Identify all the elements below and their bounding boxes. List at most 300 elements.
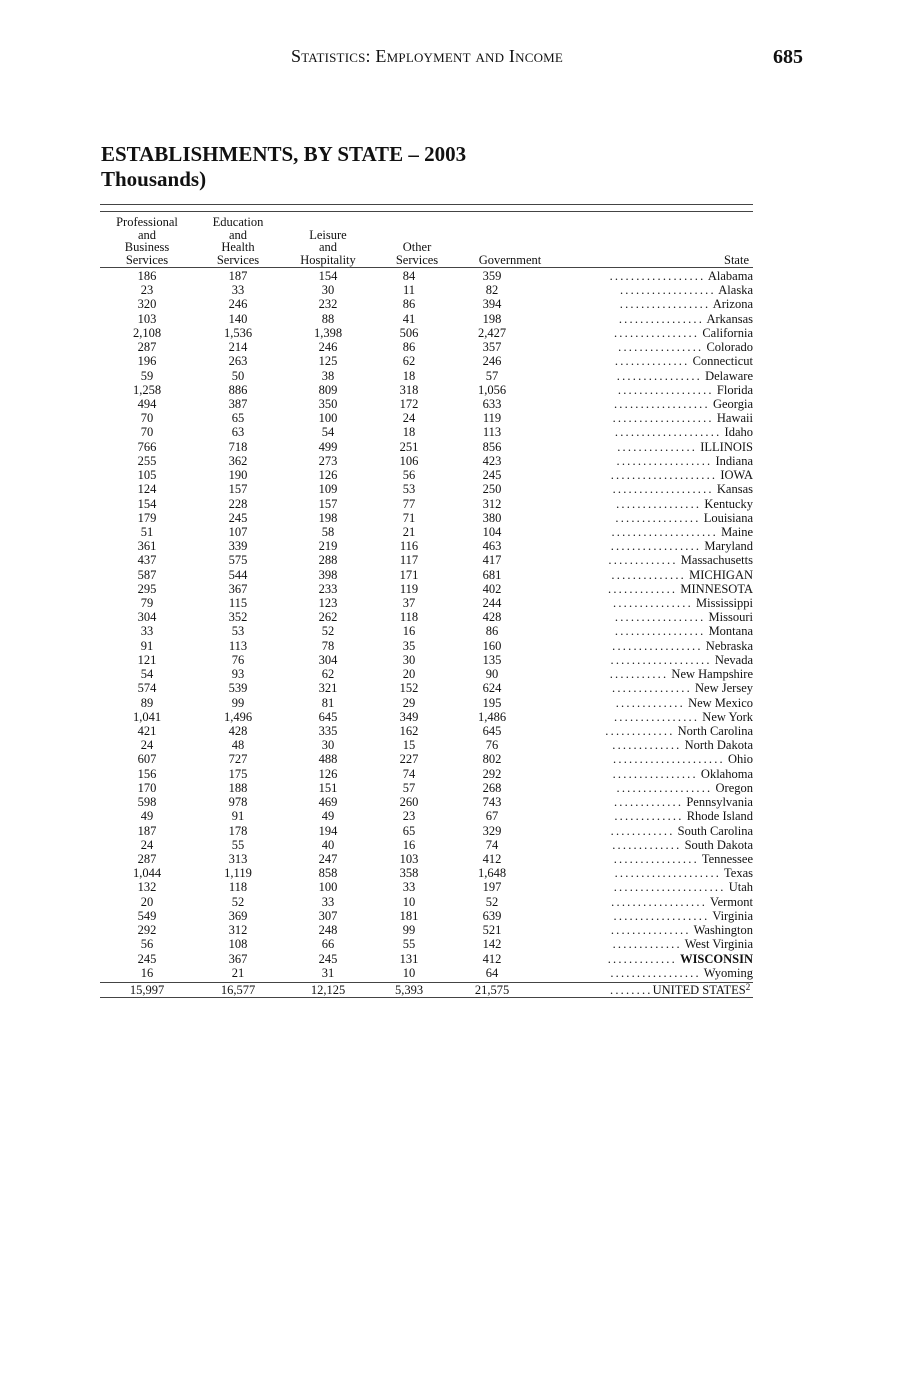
- table-row: [100, 966, 753, 980]
- cell-professional: 121: [137, 652, 157, 667]
- leader-dots: .............: [615, 695, 685, 710]
- cell-other: 116: [399, 539, 419, 554]
- leader-dots: .............: [612, 937, 682, 952]
- total-row: [100, 983, 753, 997]
- cell-leisure: 245: [318, 951, 338, 966]
- state-name: Mississippi: [696, 596, 753, 611]
- cell-government: 57: [485, 368, 499, 383]
- cell-other: 172: [399, 396, 419, 411]
- cell-government: 463: [482, 539, 502, 554]
- cell-leisure: 233: [318, 581, 338, 596]
- cell-government: 197: [482, 880, 502, 895]
- cell-leisure: 1,398: [313, 325, 343, 340]
- leader-dots: ..............: [614, 354, 690, 369]
- cell-education: 312: [228, 923, 248, 938]
- top-rule: [100, 204, 753, 205]
- cell-professional: 70: [140, 411, 154, 426]
- cell-professional: 70: [140, 425, 154, 440]
- cell-government: 681: [482, 567, 502, 582]
- leader-dots: ..............: [611, 567, 686, 582]
- cell-other: 358: [399, 866, 419, 881]
- table-row: [100, 468, 753, 482]
- table-row: [100, 596, 753, 610]
- table-row: [100, 895, 753, 909]
- cell-leisure: 248: [318, 923, 338, 938]
- cell-leisure: 469: [318, 795, 338, 810]
- leader-dots: ................: [612, 766, 698, 781]
- state-name: New Jersey: [695, 681, 753, 696]
- state-name: MINNESOTA: [680, 581, 753, 596]
- state-name: California: [702, 325, 753, 340]
- cell-state: [540, 525, 753, 539]
- cell-professional: 437: [137, 553, 157, 568]
- cell-professional: 89: [140, 695, 154, 710]
- cell-leisure: 40: [321, 837, 335, 852]
- cell-education: 428: [228, 724, 248, 738]
- bottom-rule: [100, 997, 753, 998]
- cell-state: [540, 639, 753, 653]
- state-name: Alaska: [718, 283, 753, 298]
- cell-education: 187: [228, 269, 248, 283]
- cell-leisure: 126: [318, 468, 338, 483]
- leader-dots: ..................: [616, 780, 713, 795]
- cell-state: [540, 838, 753, 852]
- cell-other: 10: [402, 894, 416, 909]
- cell-leisure: 54: [321, 425, 335, 440]
- cell-professional: 287: [137, 851, 157, 866]
- cell-other: 16: [402, 837, 416, 852]
- leader-dots: .............: [612, 738, 682, 753]
- cell-other: 117: [399, 553, 419, 568]
- title-line-1: ESTABLISHMENTS, BY STATE – 2003: [101, 142, 467, 166]
- table-row: [100, 582, 753, 596]
- leader-dots: .................: [610, 965, 701, 980]
- cell-leisure: 30: [321, 738, 335, 753]
- cell-government: 639: [482, 908, 502, 923]
- cell-other: 162: [399, 724, 419, 738]
- cell-other: 62: [402, 354, 416, 369]
- cell-education: 727: [228, 752, 248, 767]
- leader-dots: ..................: [617, 382, 714, 397]
- cell-other: 53: [402, 482, 416, 497]
- table-row: [100, 326, 753, 340]
- cell-leisure: 321: [318, 681, 338, 696]
- table-row: [100, 639, 753, 653]
- state-name: Nevada: [714, 652, 753, 667]
- cell-education: 21: [231, 965, 245, 980]
- state-name: Ohio: [728, 752, 753, 767]
- leader-dots: ................: [616, 496, 702, 511]
- cell-other: 506: [399, 325, 419, 340]
- cell-education: 76: [231, 652, 245, 667]
- leader-dots: ................: [613, 851, 699, 866]
- leader-dots: ................: [616, 368, 702, 383]
- col-header-professional: Professional and Business Services: [116, 215, 178, 267]
- cell-government: 624: [482, 681, 502, 696]
- table-row: [100, 283, 753, 297]
- cell-education: 178: [228, 823, 248, 838]
- table-row: [100, 781, 753, 795]
- cell-education: 369: [228, 908, 248, 923]
- state-name: Oregon: [715, 780, 753, 795]
- cell-other: 118: [399, 610, 419, 625]
- cell-leisure: 38: [321, 368, 335, 383]
- cell-government: 428: [482, 610, 502, 625]
- cell-professional: 1,044: [132, 866, 162, 881]
- cell-professional: 156: [137, 766, 157, 781]
- table-row: [100, 610, 753, 624]
- cell-state: [540, 468, 753, 482]
- cell-government: 329: [482, 823, 502, 838]
- state-name: New York: [702, 709, 753, 724]
- state-name: Maine: [721, 524, 753, 539]
- cell-state: [540, 724, 753, 738]
- state-name: ILLINOIS: [700, 439, 753, 454]
- state-name: New Hampshire: [671, 667, 753, 682]
- cell-professional: 549: [137, 908, 157, 923]
- cell-government: 76: [485, 738, 499, 753]
- cell-leisure: 809: [318, 382, 338, 397]
- cell-state: [540, 909, 753, 923]
- cell-leisure: 154: [318, 269, 338, 283]
- cell-leisure: 78: [321, 638, 335, 653]
- cell-other: 119: [399, 581, 419, 596]
- cell-education: 107: [228, 524, 248, 539]
- leader-dots: ..................: [619, 283, 716, 298]
- table-row: [100, 511, 753, 525]
- cell-government: 104: [482, 524, 502, 539]
- state-name: Arizona: [712, 297, 753, 312]
- cell-state: [540, 738, 753, 752]
- total-education: 16,577: [220, 983, 256, 997]
- cell-other: 251: [399, 439, 419, 454]
- cell-government: 394: [482, 297, 502, 312]
- table-row: [100, 667, 753, 681]
- cell-education: 157: [228, 482, 248, 497]
- cell-state: [540, 425, 753, 439]
- cell-professional: 105: [137, 468, 157, 483]
- state-name: Louisiana: [703, 510, 753, 525]
- header-rule: [100, 267, 753, 268]
- leader-dots: .....................: [613, 752, 725, 767]
- cell-professional: 54: [140, 667, 154, 682]
- cell-leisure: 194: [318, 823, 338, 838]
- cell-state: [540, 553, 753, 567]
- cell-state: [540, 340, 753, 354]
- cell-state: [540, 312, 753, 326]
- cell-government: 359: [482, 269, 502, 283]
- leader-dots: ....................: [610, 468, 718, 483]
- cell-government: 856: [482, 439, 502, 454]
- top-rule-inner: [100, 211, 753, 212]
- cell-state: [540, 710, 753, 724]
- cell-other: 20: [402, 667, 416, 682]
- leader-dots: .....................: [613, 880, 726, 895]
- table-row: [100, 681, 753, 695]
- cell-other: 86: [402, 297, 416, 312]
- state-name: South Dakota: [684, 837, 753, 852]
- cell-professional: 320: [137, 297, 157, 312]
- cell-education: 1,536: [223, 325, 253, 340]
- state-name: Kentucky: [704, 496, 753, 511]
- cell-government: 195: [482, 695, 502, 710]
- cell-state: [540, 824, 753, 838]
- cell-professional: 24: [140, 837, 154, 852]
- state-name: Delaware: [705, 368, 753, 383]
- cell-professional: 574: [137, 681, 157, 696]
- table-row: [100, 568, 753, 582]
- cell-other: 260: [399, 795, 419, 810]
- cell-education: 93: [231, 667, 245, 682]
- cell-education: 367: [228, 581, 248, 596]
- cell-other: 16: [402, 624, 416, 639]
- leader-dots: .............: [608, 581, 678, 596]
- table-row: [100, 795, 753, 809]
- total-other: 5,393: [394, 983, 424, 997]
- table-row: [100, 909, 753, 923]
- cell-other: 29: [402, 695, 416, 710]
- leader-dots: .............: [614, 809, 684, 824]
- leader-dots: ................: [613, 325, 700, 340]
- state-name: Rhode Island: [686, 809, 753, 824]
- cell-other: 30: [402, 652, 416, 667]
- cell-government: 135: [482, 652, 502, 667]
- leader-dots: .................: [614, 610, 706, 625]
- cell-education: 362: [228, 453, 248, 468]
- establishments-table: [100, 269, 753, 980]
- leader-dots: .............: [613, 795, 684, 810]
- cell-government: 417: [482, 553, 502, 568]
- cell-other: 24: [402, 411, 416, 426]
- cell-professional: 1,041: [132, 709, 162, 724]
- cell-state: [540, 440, 753, 454]
- cell-education: 190: [228, 468, 248, 483]
- cell-professional: 304: [137, 610, 157, 625]
- state-name: Virginia: [712, 908, 753, 923]
- cell-government: 802: [482, 752, 502, 767]
- cell-other: 106: [399, 453, 419, 468]
- table-row: [100, 752, 753, 766]
- cell-government: 423: [482, 453, 502, 468]
- col-header-leisure: Leisure and Hospitality: [300, 227, 356, 267]
- leader-dots: ...........: [609, 667, 669, 682]
- cell-other: 23: [402, 809, 416, 824]
- cell-education: 65: [231, 411, 245, 426]
- cell-education: 978: [228, 795, 248, 810]
- leader-dots: .................: [612, 638, 703, 653]
- cell-other: 318: [399, 382, 419, 397]
- cell-professional: 255: [137, 453, 157, 468]
- cell-professional: 179: [137, 510, 157, 525]
- cell-other: 71: [402, 510, 416, 525]
- cell-other: 57: [402, 780, 416, 795]
- leader-dots: ................: [613, 709, 700, 724]
- total-leisure: 12,125: [310, 983, 346, 997]
- cell-education: 115: [228, 596, 248, 611]
- page-number: 685: [773, 46, 803, 68]
- cell-professional: 20: [140, 894, 154, 909]
- leader-dots: ..................: [613, 396, 710, 411]
- cell-other: 35: [402, 638, 416, 653]
- cell-education: 1,496: [223, 709, 253, 724]
- state-name: Massachusetts: [680, 553, 753, 568]
- cell-state: [540, 511, 753, 525]
- cell-leisure: 262: [318, 610, 338, 625]
- cell-education: 263: [228, 354, 248, 369]
- state-name: Utah: [728, 880, 753, 895]
- leader-dots: .............: [612, 837, 682, 852]
- total-state: ........UNITED STATES$^2$: [610, 982, 751, 997]
- cell-government: 160: [482, 638, 502, 653]
- cell-leisure: 88: [321, 311, 335, 326]
- cell-state: [540, 781, 753, 795]
- cell-leisure: 31: [321, 965, 335, 980]
- cell-government: 412: [482, 951, 502, 966]
- cell-professional: 766: [137, 439, 157, 454]
- cell-state: [540, 696, 753, 710]
- cell-leisure: 499: [318, 439, 338, 454]
- table-row: [100, 440, 753, 454]
- cell-other: 77: [402, 496, 416, 511]
- cell-education: 99: [231, 695, 245, 710]
- cell-state: [540, 326, 753, 340]
- table-row: [100, 653, 753, 667]
- leader-dots: ...............: [610, 923, 691, 938]
- cell-leisure: 66: [321, 937, 335, 952]
- cell-education: 575: [228, 553, 248, 568]
- table-row: [100, 354, 753, 368]
- leader-dots: .............: [605, 724, 675, 738]
- cell-other: 18: [402, 425, 416, 440]
- leader-dots: ...................: [612, 482, 714, 497]
- cell-state: [540, 895, 753, 909]
- leader-dots: .................: [614, 624, 706, 639]
- cell-education: 246: [228, 297, 248, 312]
- cell-education: 48: [231, 738, 245, 753]
- cell-education: 367: [228, 951, 248, 966]
- cell-leisure: 247: [318, 851, 338, 866]
- cell-professional: 49: [140, 809, 154, 824]
- table-row: [100, 838, 753, 852]
- cell-government: 86: [485, 624, 499, 639]
- cell-government: 1,486: [477, 709, 507, 724]
- state-name: IOWA: [720, 468, 753, 483]
- cell-leisure: 62: [321, 667, 335, 682]
- table-row: [100, 738, 753, 752]
- leader-dots: .................: [619, 297, 711, 312]
- cell-education: 352: [228, 610, 248, 625]
- cell-state: [540, 297, 753, 311]
- state-name: Oklahoma: [700, 766, 753, 781]
- cell-leisure: 126: [318, 766, 338, 781]
- page-title: [101, 142, 466, 192]
- cell-other: 181: [399, 908, 419, 923]
- table-row: [100, 937, 753, 951]
- table-row: [100, 411, 753, 425]
- cell-state: [540, 809, 753, 823]
- cell-government: 67: [485, 809, 499, 824]
- state-name: Washington: [693, 923, 753, 938]
- cell-government: 113: [482, 425, 502, 440]
- cell-state: [540, 767, 753, 781]
- cell-leisure: 198: [318, 510, 338, 525]
- cell-government: 90: [485, 667, 499, 682]
- cell-government: 633: [482, 396, 502, 411]
- cell-other: 56: [402, 468, 416, 483]
- leader-dots: .................: [610, 539, 702, 554]
- cell-leisure: 100: [318, 411, 338, 426]
- cell-government: 1,648: [477, 866, 507, 881]
- cell-other: 10: [402, 965, 416, 980]
- cell-leisure: 246: [318, 340, 338, 355]
- cell-other: 41: [402, 311, 416, 326]
- cell-professional: 186: [137, 269, 157, 283]
- leader-dots: .............: [607, 951, 677, 966]
- table-row: [100, 880, 753, 894]
- cell-professional: 59: [140, 368, 154, 383]
- cell-government: 142: [482, 937, 502, 952]
- table-row: [100, 482, 753, 496]
- table-row: [100, 696, 753, 710]
- cell-government: 268: [482, 780, 502, 795]
- cell-education: 175: [228, 766, 248, 781]
- cell-leisure: 335: [318, 724, 338, 738]
- cell-education: 245: [228, 510, 248, 525]
- cell-leisure: 288: [318, 553, 338, 568]
- cell-leisure: 307: [318, 908, 338, 923]
- state-name: Vermont: [709, 894, 753, 909]
- cell-leisure: 398: [318, 567, 338, 582]
- state-name: WISCONSIN: [680, 951, 753, 966]
- cell-state: [540, 667, 753, 681]
- cell-education: 188: [228, 780, 248, 795]
- cell-leisure: 273: [318, 453, 338, 468]
- cell-professional: 2,108: [132, 325, 162, 340]
- table-row: [100, 269, 753, 283]
- cell-education: 313: [228, 851, 248, 866]
- leader-dots: ..................: [609, 269, 706, 283]
- cell-state: [540, 568, 753, 582]
- table-row: [100, 553, 753, 567]
- cell-leisure: 858: [318, 866, 338, 881]
- cell-state: [540, 653, 753, 667]
- state-name: Maryland: [704, 539, 753, 554]
- col-header-state: State: [724, 252, 749, 267]
- title-line-2: Thousands): [101, 167, 207, 191]
- cell-other: 15: [402, 738, 416, 753]
- table-row: [100, 809, 753, 823]
- cell-education: 214: [228, 340, 248, 355]
- table-row: [100, 852, 753, 866]
- cell-state: [540, 582, 753, 596]
- table-row: [100, 454, 753, 468]
- cell-government: 82: [485, 283, 499, 298]
- col-header-education: Education and Health Services: [212, 215, 264, 267]
- cell-leisure: 100: [318, 880, 338, 895]
- table-row: [100, 824, 753, 838]
- col-header-other: Other Services: [395, 240, 439, 267]
- cell-government: 2,427: [477, 325, 507, 340]
- cell-leisure: 30: [321, 283, 335, 298]
- leader-dots: .............: [608, 553, 678, 568]
- col-header-government: Government: [478, 252, 542, 267]
- leader-dots: ................: [618, 311, 705, 326]
- cell-other: 11: [402, 283, 416, 298]
- leader-dots: ...............: [613, 596, 693, 611]
- cell-state: [540, 411, 753, 425]
- cell-state: [540, 283, 753, 297]
- table-row: [100, 952, 753, 966]
